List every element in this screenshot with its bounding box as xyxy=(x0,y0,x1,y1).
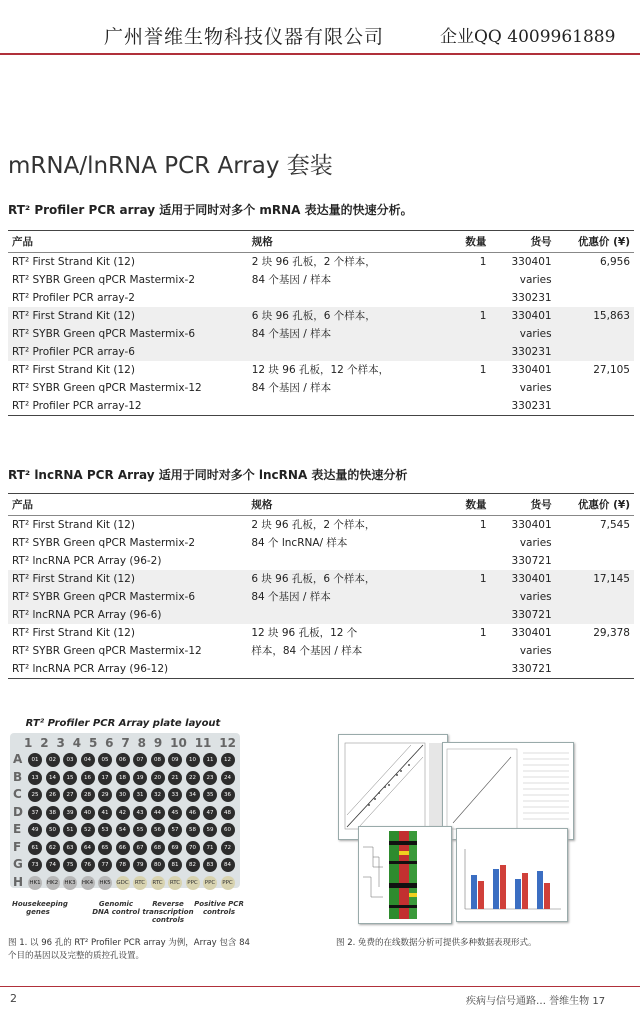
page-header xyxy=(0,0,640,56)
plate-well: 35 xyxy=(203,788,217,802)
catalog-cell-line: 330401 xyxy=(511,627,552,639)
catalog-cell-line: varies xyxy=(519,328,552,340)
plate-well: 01 xyxy=(28,753,42,767)
plate-well: 75 xyxy=(63,858,77,872)
catalog-cell xyxy=(491,570,556,624)
catalog-cell-line: 330721 xyxy=(511,663,552,675)
plate-well: 66 xyxy=(116,841,130,855)
catalog-cell-line: varies xyxy=(519,274,552,286)
plate-well: 42 xyxy=(116,806,130,820)
plate-column-numbers xyxy=(24,736,236,750)
scatter-plot-image xyxy=(339,735,447,839)
plate-well: 08 xyxy=(151,753,165,767)
header-rule xyxy=(0,53,640,55)
product-cell-line: RT² Profiler PCR array-12 xyxy=(12,400,142,412)
product-cell-line: RT² Profiler PCR array-2 xyxy=(12,292,135,304)
plate-well: 71 xyxy=(203,841,217,855)
plate-well: 45 xyxy=(168,806,182,820)
product-cell-line: RT² First Strand Kit (12) xyxy=(12,364,135,376)
spec-cell-line: 84 个基因 / 样本 xyxy=(251,274,332,286)
plate-column-number: 12 xyxy=(219,736,236,750)
column-header: 优惠价 (¥) xyxy=(556,494,634,516)
plate-column-number: 7 xyxy=(121,736,130,750)
product-cell-line: RT² SYBR Green qPCR Mastermix-12 xyxy=(12,382,202,394)
figure1-caption: 图 1. 以 96 孔的 RT² Profiler PCR array 为例，Array 包含 84 个目的基因以及完整的质控孔设置。 xyxy=(8,938,250,961)
scatter-plot-window xyxy=(338,734,448,840)
plate-well: 44 xyxy=(151,806,165,820)
plate-well: 27 xyxy=(63,788,77,802)
plate-well: 19 xyxy=(133,771,147,785)
plate-well: 79 xyxy=(133,858,147,872)
plate-row-letter: H xyxy=(13,874,24,889)
plate-well: 55 xyxy=(133,823,147,837)
product-cell-line: RT² lncRNA PCR Array (96-2) xyxy=(12,555,162,567)
plate-well: 39 xyxy=(63,806,77,820)
product-cell-line: RT² First Strand Kit (12) xyxy=(12,310,135,322)
heatmap-window xyxy=(358,826,452,924)
plate-column-number: 9 xyxy=(153,736,163,750)
price-cell: 17,145 xyxy=(593,573,630,585)
company-name: 广州誉维生物科技仪器有限公司 xyxy=(104,26,385,48)
column-header: 产品 xyxy=(8,494,247,516)
plate-well: 02 xyxy=(46,753,60,767)
plate-well: 40 xyxy=(81,806,95,820)
control-well: HK3 xyxy=(63,876,77,890)
plate-column-number: 1 xyxy=(24,736,33,750)
control-well: GDC xyxy=(116,876,130,890)
plate-caption-housekeeping: Housekeeping genes xyxy=(12,900,68,916)
price-cell: 15,863 xyxy=(593,310,630,322)
plate-well: 20 xyxy=(151,771,165,785)
spec-cell-line: 12 块 96 孔板，12 个样本， xyxy=(251,364,390,376)
heatmap-image xyxy=(359,827,451,923)
plate-well: 17 xyxy=(98,771,112,785)
control-well: RTC xyxy=(168,876,182,890)
figure2-caption: 图 2. 免费的在线数据分析可提供多种数据表现形式。 xyxy=(336,938,537,948)
qty-cell: 1 xyxy=(479,256,487,268)
plate-column-number: 4 xyxy=(72,736,82,750)
column-header: 货号 xyxy=(490,231,555,253)
column-header: 数量 xyxy=(444,231,491,253)
plate-well: 52 xyxy=(81,823,95,837)
plate-well: 59 xyxy=(203,823,217,837)
plate-well: 67 xyxy=(133,841,147,855)
plate-row-letter: G xyxy=(13,857,23,871)
plate-well: 61 xyxy=(28,841,42,855)
plate-caption-rtc: Reverse transcription controls xyxy=(142,900,194,924)
plate-well: 58 xyxy=(186,823,200,837)
plate-well: 56 xyxy=(151,823,165,837)
catalog-cell xyxy=(490,253,555,308)
plate-well: 13 xyxy=(28,771,42,785)
product-cell xyxy=(8,307,248,361)
spec-cell-line: 6 块 96 孔板，6 个样本， xyxy=(251,310,376,322)
section2-table xyxy=(8,493,634,679)
plate-well: 51 xyxy=(63,823,77,837)
plate-well: 65 xyxy=(98,841,112,855)
table-row xyxy=(8,253,634,308)
product-cell xyxy=(8,570,247,624)
plate-well: 23 xyxy=(203,771,217,785)
spec-cell-line: 84 个基因 / 样本 xyxy=(251,382,332,394)
plate-column-number: 3 xyxy=(56,736,65,750)
catalog-cell-line: varies xyxy=(519,382,552,394)
plate-well: 64 xyxy=(81,841,95,855)
catalog-cell-line: 330401 xyxy=(511,364,552,376)
plate-well: 54 xyxy=(116,823,130,837)
plate-column-number: 10 xyxy=(170,736,187,750)
plate-wells xyxy=(27,752,237,892)
results-table-image xyxy=(443,743,573,839)
plate-well: 12 xyxy=(221,753,235,767)
plate-column-number: 11 xyxy=(194,736,212,750)
spec-cell-line: 样本，84 个基因 / 样本 xyxy=(251,645,363,657)
spec-cell xyxy=(248,307,444,361)
plate-well: 06 xyxy=(116,753,130,767)
plate-well: 03 xyxy=(63,753,77,767)
catalog-cell-line: 330721 xyxy=(511,555,552,567)
footer-right-text: 疾病与信号通路… 誉维生物 17 xyxy=(466,996,606,1007)
spec-cell xyxy=(248,253,444,308)
plate-well: 83 xyxy=(203,858,217,872)
plate-caption-ppc: Positive PCR controls xyxy=(194,900,244,916)
spec-cell-line: 6 块 96 孔板，6 个样本， xyxy=(251,573,376,585)
catalog-cell-line: 330231 xyxy=(511,346,552,358)
plate-well: 48 xyxy=(221,806,235,820)
plate-well: 41 xyxy=(98,806,112,820)
spec-cell-line: 12 块 96 孔板，12 个 xyxy=(251,627,358,639)
plate-well: 76 xyxy=(81,858,95,872)
plate-well: 14 xyxy=(46,771,60,785)
spec-cell-line: 84 个 lncRNA/ 样本 xyxy=(251,537,348,549)
catalog-cell-line: varies xyxy=(519,537,552,549)
qty-cell: 1 xyxy=(479,310,487,322)
control-well: PPC xyxy=(203,876,217,890)
bar-chart-window xyxy=(456,828,568,922)
catalog-cell-line: 330721 xyxy=(511,609,552,621)
spec-cell-line: 2 块 96 孔板，2 个样本， xyxy=(251,519,376,531)
plate-well: 49 xyxy=(28,823,42,837)
plate-well: 62 xyxy=(46,841,60,855)
control-well: HK2 xyxy=(46,876,60,890)
plate-well: 33 xyxy=(168,788,182,802)
control-well: PPC xyxy=(186,876,200,890)
plate-well: 16 xyxy=(81,771,95,785)
plate-column-number: 2 xyxy=(40,736,49,750)
product-cell-line: RT² SYBR Green qPCR Mastermix-12 xyxy=(12,645,202,657)
plate-well: 22 xyxy=(186,771,200,785)
column-header: 数量 xyxy=(444,494,491,516)
plate-well: 09 xyxy=(168,753,182,767)
section1-heading: RT² Profiler PCR array 适用于同时对多个 mRNA 表达量的快速分析。 xyxy=(8,203,413,217)
control-well: RTC xyxy=(133,876,147,890)
plate-well: 30 xyxy=(116,788,130,802)
plate-row-letter: B xyxy=(13,769,23,784)
product-cell-line: RT² First Strand Kit (12) xyxy=(12,256,135,268)
plate-well: 69 xyxy=(168,841,182,855)
plate-well: 37 xyxy=(28,806,42,820)
column-header: 规格 xyxy=(248,231,444,253)
column-header: 产品 xyxy=(8,231,248,253)
spec-cell xyxy=(247,516,444,571)
plate-well: 78 xyxy=(116,858,130,872)
bar-chart-image xyxy=(457,829,567,921)
catalog-cell-line: 330401 xyxy=(511,519,552,531)
footer-rule xyxy=(0,986,640,987)
table-row xyxy=(8,307,634,361)
product-cell-line: RT² lncRNA PCR Array (96-12) xyxy=(12,663,169,675)
control-well: PPC xyxy=(221,876,235,890)
plate-well: 36 xyxy=(221,788,235,802)
product-cell xyxy=(8,624,247,679)
catalog-cell-line: varies xyxy=(519,591,552,603)
plate-well: 47 xyxy=(203,806,217,820)
plate-well: 68 xyxy=(151,841,165,855)
column-header: 优惠价 (¥) xyxy=(556,231,634,253)
section2-heading: RT² lncRNA PCR Array 适用于同时对多个 lncRNA 表达量的快速分析 xyxy=(8,468,408,482)
catalog-cell xyxy=(491,624,556,679)
control-well: HK1 xyxy=(28,876,42,890)
column-header: 规格 xyxy=(247,494,444,516)
plate-row-letter: C xyxy=(13,787,22,801)
plate-well: 11 xyxy=(203,753,217,767)
plate-column-number: 5 xyxy=(88,736,98,750)
plate-well: 80 xyxy=(151,858,165,872)
spec-cell xyxy=(247,570,444,624)
product-cell-line: RT² First Strand Kit (12) xyxy=(12,627,135,639)
product-cell xyxy=(8,253,248,308)
product-cell xyxy=(8,516,247,571)
product-cell-line: RT² SYBR Green qPCR Mastermix-6 xyxy=(12,328,196,340)
product-cell-line: RT² SYBR Green qPCR Mastermix-6 xyxy=(12,591,196,603)
plate-well: 63 xyxy=(63,841,77,855)
company-qq: 企业QQ 4009961889 xyxy=(440,27,616,47)
plate-well: 72 xyxy=(221,841,235,855)
plate-well: 38 xyxy=(46,806,60,820)
plate-well: 29 xyxy=(98,788,112,802)
results-table-window xyxy=(442,742,574,840)
plate-well: 74 xyxy=(46,858,60,872)
catalog-cell-line: 330401 xyxy=(511,256,552,268)
catalog-cell-line: 330401 xyxy=(511,310,552,322)
plate-well: 50 xyxy=(46,823,60,837)
catalog-cell xyxy=(491,516,556,571)
qty-cell: 1 xyxy=(444,624,491,679)
plate-caption-gdc: Genomic DNA control xyxy=(92,900,140,916)
table-row xyxy=(8,361,634,416)
plate-well: 31 xyxy=(133,788,147,802)
section1-table xyxy=(8,230,634,416)
plate-well: 53 xyxy=(98,823,112,837)
plate-row-letter: D xyxy=(13,804,23,819)
plate-title: RT² Profiler PCR Array plate layout xyxy=(25,718,221,729)
plate-row-letter: F xyxy=(13,839,22,854)
spec-cell xyxy=(248,361,444,416)
qty-cell: 1 xyxy=(444,361,491,416)
product-cell-line: RT² SYBR Green qPCR Mastermix-2 xyxy=(12,537,196,549)
product-cell-line: RT² First Strand Kit (12) xyxy=(12,573,135,585)
plate-well: 15 xyxy=(63,771,77,785)
plate-row-letter: E xyxy=(13,822,22,836)
qty-cell: 1 xyxy=(479,519,487,531)
control-well: RTC xyxy=(151,876,165,890)
plate-well: 43 xyxy=(133,806,147,820)
product-cell xyxy=(8,361,248,416)
plate-well: 77 xyxy=(98,858,112,872)
plate-well: 10 xyxy=(186,753,200,767)
spec-cell-line: 84 个基因 / 样本 xyxy=(251,591,331,603)
plate-well: 34 xyxy=(186,788,200,802)
price-cell: 27,105 xyxy=(556,361,634,416)
price-cell: 6,956 xyxy=(599,256,630,268)
qty-cell: 1 xyxy=(479,573,487,585)
product-cell-line: RT² Profiler PCR array-6 xyxy=(12,346,135,358)
plate-column-number: 6 xyxy=(105,736,114,750)
plate-well: 25 xyxy=(28,788,42,802)
spec-cell xyxy=(247,624,444,679)
column-header: 货号 xyxy=(491,494,556,516)
plate-well: 82 xyxy=(186,858,200,872)
plate-row-letter: A xyxy=(13,752,23,766)
table-row xyxy=(8,570,634,624)
plate-well: 26 xyxy=(46,788,60,802)
catalog-cell-line: 330401 xyxy=(511,573,552,585)
plate-well: 07 xyxy=(133,753,147,767)
plate-well: 73 xyxy=(28,858,42,872)
plate-well: 57 xyxy=(168,823,182,837)
product-cell-line: RT² lncRNA PCR Array (96-6) xyxy=(12,609,162,621)
plate-well: 84 xyxy=(221,858,235,872)
analysis-screenshots xyxy=(338,734,572,926)
table-row xyxy=(8,624,634,679)
control-well: HK4 xyxy=(81,876,95,890)
control-well: HK5 xyxy=(98,876,112,890)
plate-well: 60 xyxy=(221,823,235,837)
product-cell-line: RT² First Strand Kit (12) xyxy=(12,519,135,531)
catalog-cell xyxy=(490,307,555,361)
plate-well: 70 xyxy=(186,841,200,855)
plate-well: 21 xyxy=(168,771,182,785)
page-number: 2 xyxy=(10,992,17,1005)
plate-well: 05 xyxy=(98,753,112,767)
plate-well: 81 xyxy=(168,858,182,872)
page-title: mRNA/lnRNA PCR Array 套装 xyxy=(8,153,333,179)
plate-row-letters xyxy=(13,751,25,891)
plate-column-number: 8 xyxy=(137,736,146,750)
table-row xyxy=(8,516,634,571)
plate-well: 32 xyxy=(151,788,165,802)
product-cell-line: RT² SYBR Green qPCR Mastermix-2 xyxy=(12,274,196,286)
spec-cell-line: 84 个基因 / 样本 xyxy=(251,328,332,340)
catalog-cell-line: varies xyxy=(519,645,552,657)
price-cell: 29,378 xyxy=(556,624,634,679)
plate-well: 24 xyxy=(221,771,235,785)
price-cell: 7,545 xyxy=(599,519,630,531)
spec-cell-line: 2 块 96 孔板，2 个样本， xyxy=(251,256,376,268)
plate-well: 04 xyxy=(81,753,95,767)
catalog-cell xyxy=(490,361,555,416)
catalog-cell-line: 330231 xyxy=(511,400,552,412)
plate-well: 18 xyxy=(116,771,130,785)
plate-well: 46 xyxy=(186,806,200,820)
plate-well: 28 xyxy=(81,788,95,802)
catalog-cell-line: 330231 xyxy=(511,292,552,304)
